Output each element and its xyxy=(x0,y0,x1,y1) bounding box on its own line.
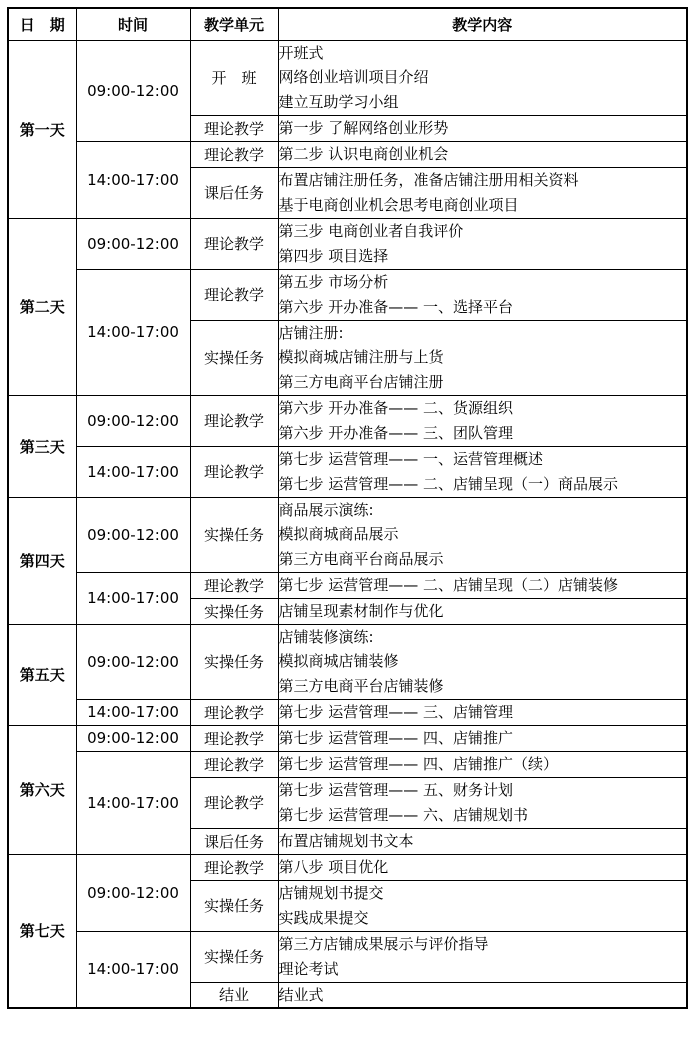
teaching-content xyxy=(278,218,687,269)
content-line: 开班式 xyxy=(278,44,324,63)
teaching-content xyxy=(278,854,687,880)
content-line: 第三方电商平台店铺注册 xyxy=(278,372,444,391)
teaching-content xyxy=(278,880,687,931)
schedule-table xyxy=(7,7,688,1009)
content-line: 第三方店铺成果展示与评价指导 xyxy=(278,935,489,954)
session-time: 09:00-12:00 xyxy=(76,624,190,699)
schedule-body xyxy=(8,40,687,1008)
content-line: 基于电商创业机会思考电商创业项目 xyxy=(278,195,519,214)
teaching-unit: 理论教学 xyxy=(190,725,278,751)
table-row xyxy=(8,40,687,115)
header-content: 教学内容 xyxy=(278,8,687,40)
content-line: 第一步 了解网络创业形势 xyxy=(278,118,449,137)
teaching-unit: 实操任务 xyxy=(190,497,278,572)
content-line: 第七步 运营管理—— 三、店铺管理 xyxy=(278,702,514,721)
content-line: 第七步 运营管理—— 四、店铺推广（续） xyxy=(278,754,559,773)
teaching-content xyxy=(278,931,687,982)
content-line: 模拟商城店铺注册与上货 xyxy=(278,348,444,367)
day-label: 第七天 xyxy=(8,854,76,1008)
day-label: 第四天 xyxy=(8,497,76,624)
table-row xyxy=(8,218,687,269)
table-row xyxy=(8,446,687,497)
day-label: 第一天 xyxy=(8,40,76,218)
session-time: 14:00-17:00 xyxy=(76,751,190,854)
session-time: 14:00-17:00 xyxy=(76,141,190,218)
table-row xyxy=(8,725,687,751)
teaching-unit: 理论教学 xyxy=(190,269,278,320)
teaching-unit: 实操任务 xyxy=(190,931,278,982)
table-row xyxy=(8,497,687,572)
teaching-unit: 理论教学 xyxy=(190,115,278,141)
day-label: 第六天 xyxy=(8,725,76,854)
teaching-content xyxy=(278,115,687,141)
content-line: 第五步 市场分析 xyxy=(278,273,389,292)
content-line: 第三步 电商创业者自我评价 xyxy=(278,222,464,241)
teaching-content xyxy=(278,395,687,446)
content-line: 店铺注册: xyxy=(278,324,344,343)
content-line: 布置店铺注册任务，准备店铺注册用相关资料 xyxy=(278,171,579,190)
teaching-unit: 理论教学 xyxy=(190,446,278,497)
header-row xyxy=(8,8,687,40)
content-line: 第七步 运营管理—— 四、店铺推广 xyxy=(278,728,514,747)
content-line: 结业式 xyxy=(278,985,324,1004)
teaching-unit: 结业 xyxy=(190,982,278,1008)
teaching-content xyxy=(278,699,687,725)
content-line: 第四步 项目选择 xyxy=(278,246,389,265)
table-row xyxy=(8,269,687,320)
content-line: 建立互助学习小组 xyxy=(278,92,399,111)
teaching-content xyxy=(278,269,687,320)
day-label: 第二天 xyxy=(8,218,76,395)
content-line: 第六步 开办准备—— 三、团队管理 xyxy=(278,423,514,442)
teaching-content xyxy=(278,725,687,751)
table-row xyxy=(8,751,687,777)
content-line: 布置店铺规划书文本 xyxy=(278,831,414,850)
teaching-content xyxy=(278,167,687,218)
teaching-content xyxy=(278,320,687,395)
content-line: 店铺规划书提交 xyxy=(278,884,384,903)
teaching-unit: 实操任务 xyxy=(190,624,278,699)
teaching-content xyxy=(278,751,687,777)
teaching-content xyxy=(278,624,687,699)
session-time: 14:00-17:00 xyxy=(76,446,190,497)
content-line: 第六步 开办准备—— 一、选择平台 xyxy=(278,297,514,316)
content-line: 店铺装修演练: xyxy=(278,628,374,647)
content-line: 第三方电商平台商品展示 xyxy=(278,549,444,568)
session-time: 14:00-17:00 xyxy=(76,699,190,725)
teaching-content xyxy=(278,446,687,497)
content-line: 第七步 运营管理—— 二、店铺呈现（二）店铺装修 xyxy=(278,575,619,594)
teaching-unit: 理论教学 xyxy=(190,699,278,725)
content-line: 第二步 认识电商创业机会 xyxy=(278,144,449,163)
session-time: 09:00-12:00 xyxy=(76,218,190,269)
content-line: 店铺呈现素材制作与优化 xyxy=(278,601,444,620)
teaching-unit: 理论教学 xyxy=(190,751,278,777)
table-row xyxy=(8,141,687,167)
teaching-unit: 实操任务 xyxy=(190,598,278,624)
teaching-unit: 课后任务 xyxy=(190,828,278,854)
content-line: 第三方电商平台店铺装修 xyxy=(278,676,444,695)
session-time: 09:00-12:00 xyxy=(76,40,190,141)
header-date: 日 期 xyxy=(8,8,76,40)
teaching-content xyxy=(278,598,687,624)
content-line: 理论考试 xyxy=(278,959,339,978)
content-line: 第六步 开办准备—— 二、货源组织 xyxy=(278,399,514,418)
teaching-unit: 理论教学 xyxy=(190,218,278,269)
teaching-content xyxy=(278,572,687,598)
teaching-unit: 开 班 xyxy=(190,40,278,115)
table-row xyxy=(8,854,687,880)
teaching-content xyxy=(278,982,687,1008)
table-row xyxy=(8,624,687,699)
session-time: 09:00-12:00 xyxy=(76,395,190,446)
session-time: 09:00-12:00 xyxy=(76,854,190,931)
teaching-unit: 课后任务 xyxy=(190,167,278,218)
teaching-unit: 理论教学 xyxy=(190,854,278,880)
teaching-unit: 实操任务 xyxy=(190,880,278,931)
content-line: 第七步 运营管理—— 二、店铺呈现（一）商品展示 xyxy=(278,474,619,493)
day-label: 第三天 xyxy=(8,395,76,497)
teaching-content xyxy=(278,828,687,854)
table-row xyxy=(8,931,687,982)
content-line: 第七步 运营管理—— 六、店铺规划书 xyxy=(278,805,529,824)
teaching-content xyxy=(278,777,687,828)
session-time: 14:00-17:00 xyxy=(76,269,190,395)
teaching-unit: 实操任务 xyxy=(190,320,278,395)
content-line: 模拟商城商品展示 xyxy=(278,525,399,544)
teaching-content xyxy=(278,141,687,167)
content-line: 第七步 运营管理—— 五、财务计划 xyxy=(278,781,514,800)
content-line: 网络创业培训项目介绍 xyxy=(278,68,429,87)
session-time: 09:00-12:00 xyxy=(76,725,190,751)
teaching-unit: 理论教学 xyxy=(190,395,278,446)
table-row xyxy=(8,572,687,598)
header-unit: 教学单元 xyxy=(190,8,278,40)
content-line: 第八步 项目优化 xyxy=(278,857,389,876)
content-line: 模拟商城店铺装修 xyxy=(278,652,399,671)
teaching-content xyxy=(278,497,687,572)
teaching-unit: 理论教学 xyxy=(190,572,278,598)
teaching-content xyxy=(278,40,687,115)
day-label: 第五天 xyxy=(8,624,76,725)
session-time: 09:00-12:00 xyxy=(76,497,190,572)
content-line: 实践成果提交 xyxy=(278,908,369,927)
teaching-unit: 理论教学 xyxy=(190,141,278,167)
table-row xyxy=(8,395,687,446)
teaching-unit: 理论教学 xyxy=(190,777,278,828)
table-row xyxy=(8,699,687,725)
content-line: 商品展示演练: xyxy=(278,501,374,520)
header-time: 时间 xyxy=(76,8,190,40)
content-line: 第七步 运营管理—— 一、运营管理概述 xyxy=(278,450,544,469)
session-time: 14:00-17:00 xyxy=(76,931,190,1008)
session-time: 14:00-17:00 xyxy=(76,572,190,624)
